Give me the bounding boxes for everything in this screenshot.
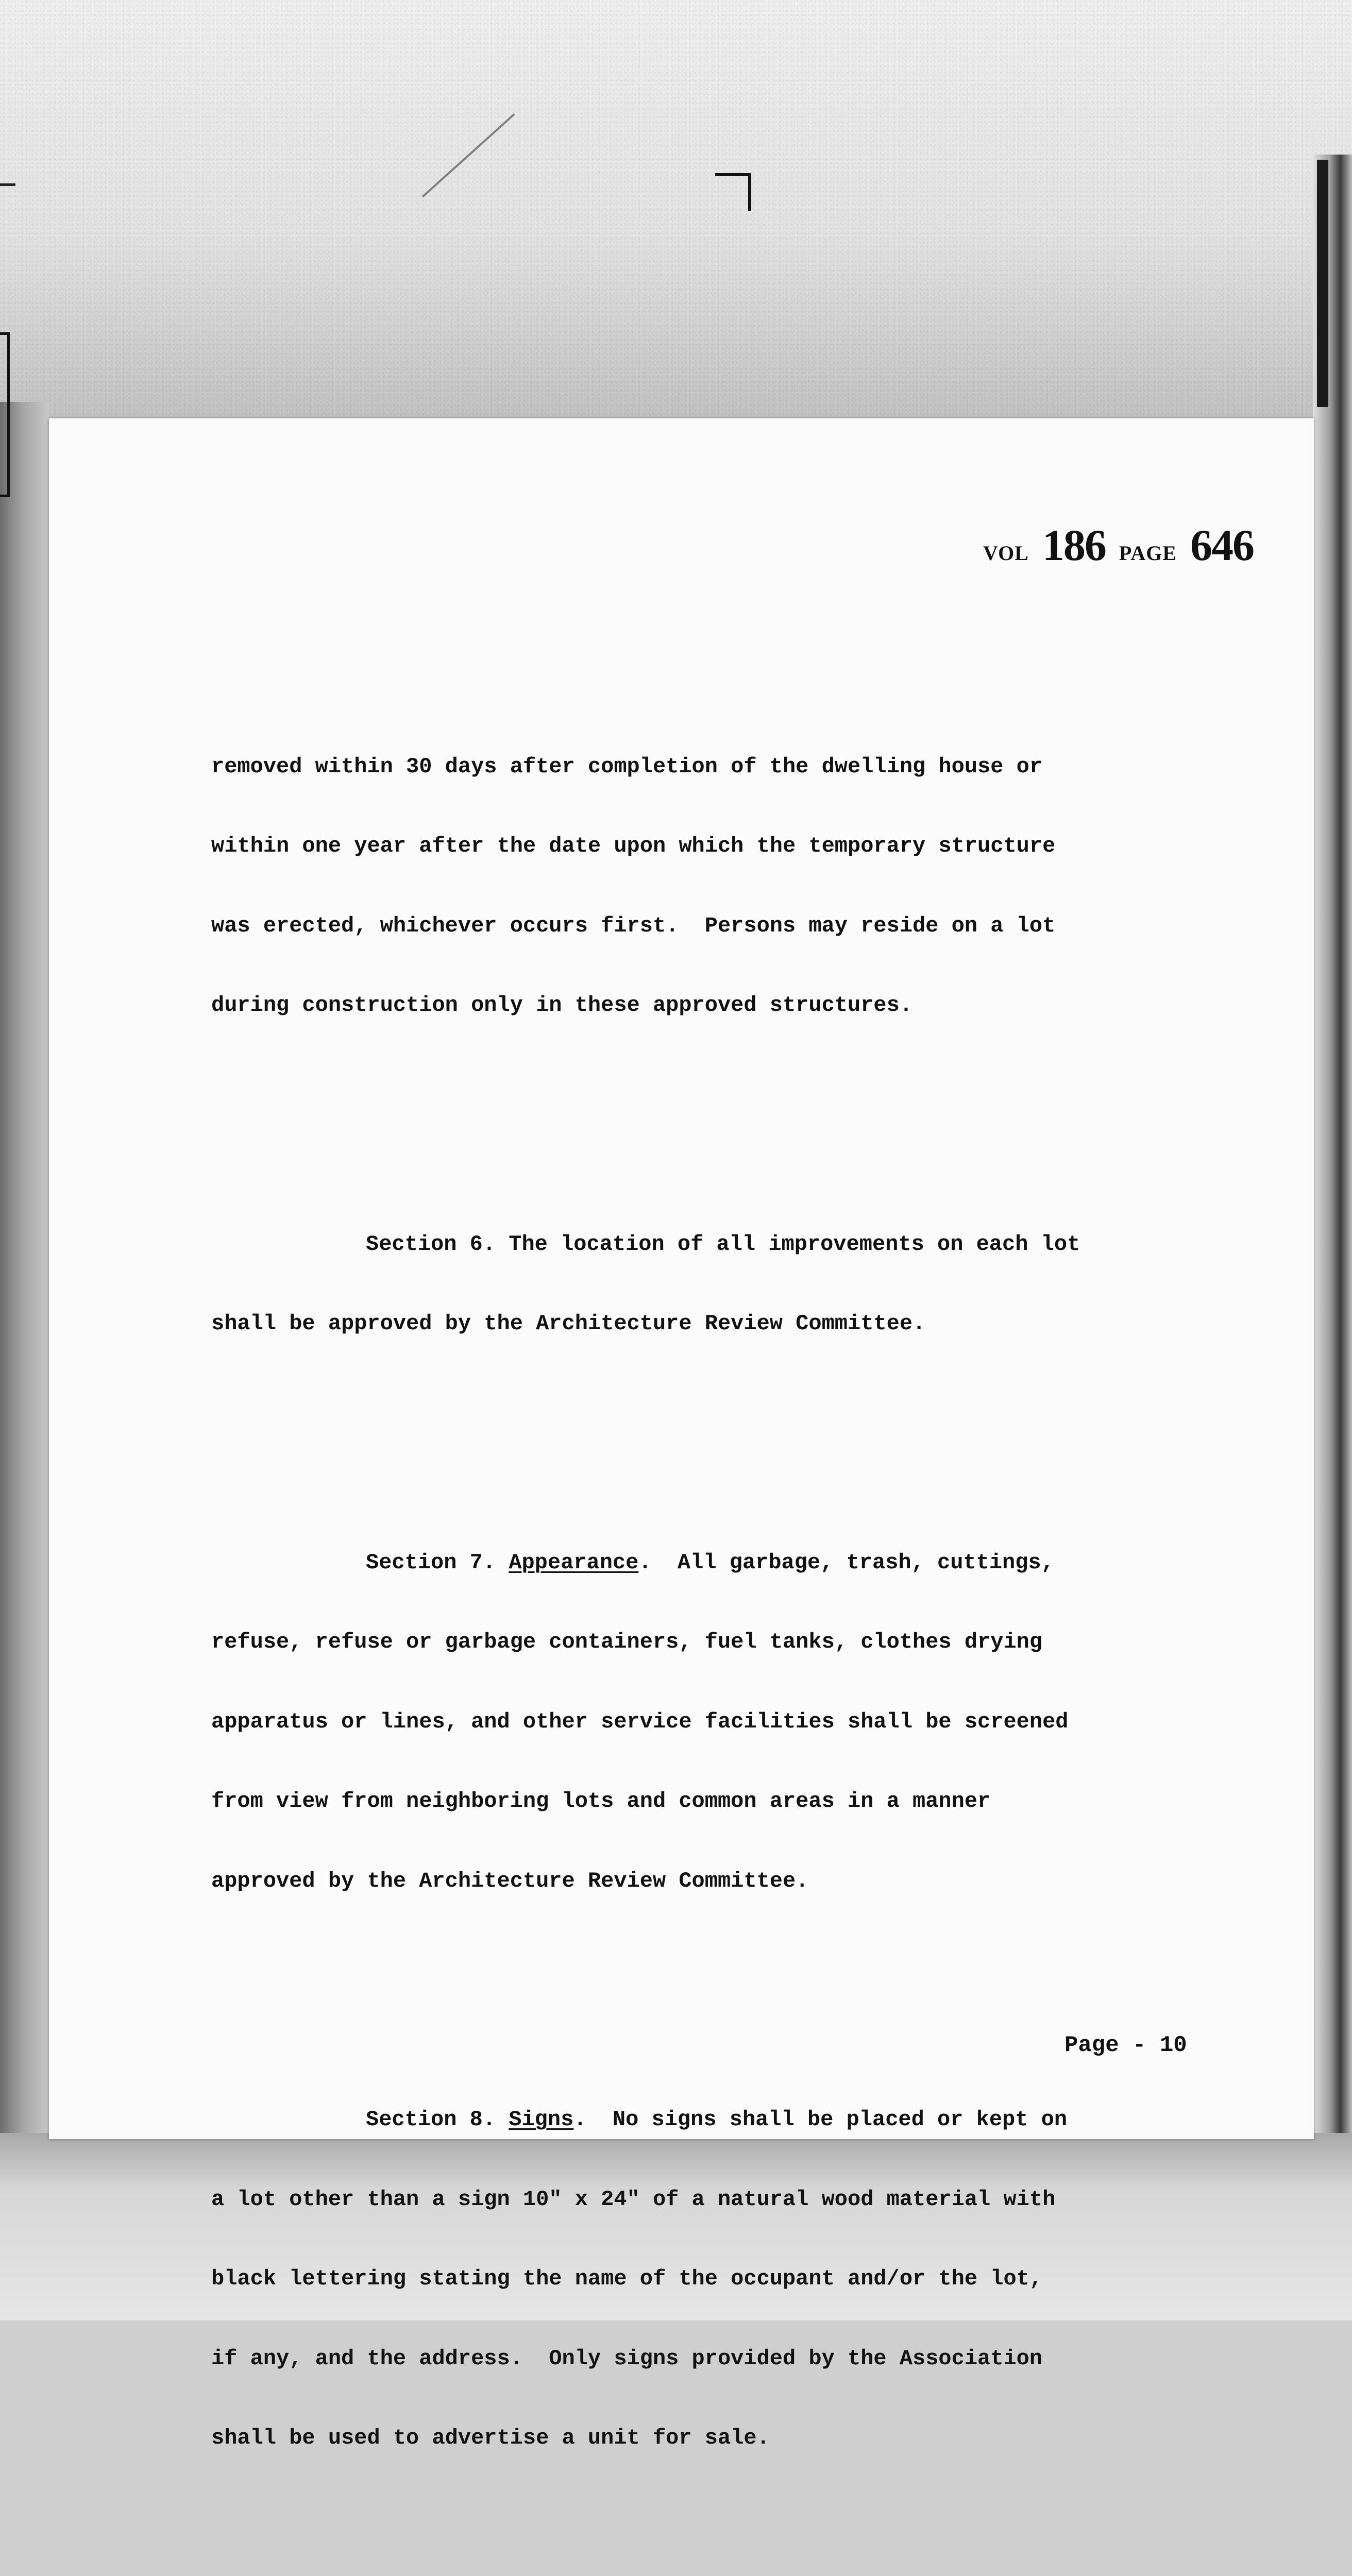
text-line: approved by the Architecture Review Committee. [211,1868,809,1893]
text-line: black lettering stating the name of the occupant and/or the lot, [211,2266,1043,2291]
text-line: if any, and the address. Only signs provided by the Association [211,2346,1043,2371]
section-heading: Section 8. [366,2107,496,2132]
text-line: apparatus or lines, and other service facilities shall be screened [211,1709,1069,1734]
section-text: . No signs shall be placed or kept on [573,2107,1068,2132]
continuation-paragraph [211,701,1314,1072]
section-title: Signs [509,2107,574,2132]
crop-mark [715,173,751,211]
text-line: a lot other than a sign 10" x 24" of a natural wood material with [211,2187,1056,2212]
text-line: removed within 30 days after completion of the dwelling house or [211,754,1043,779]
section-text: The location of all improvements on each lot [496,1231,1080,1257]
binding-bracket [0,332,10,497]
text-line: during construction only in these approved structures. [211,993,913,1018]
stamp-page-number: 646 [1190,520,1254,570]
section-title: Appearance [509,1550,639,1575]
section-first-line [211,1231,1314,1258]
section-7 [211,1497,1314,1948]
section-heading: Section 7. [366,1550,496,1575]
scan-right-edge [1313,155,1352,2320]
text-line: within one year after the date upon which the temporary structure [211,834,1056,858]
page-label: PAGE [1119,541,1177,565]
document-body [211,621,1314,2576]
scan-top-margin [0,0,1352,422]
vol-label: VOL [983,541,1029,565]
section-first-line [211,1550,1314,1577]
section-first-line [211,2107,1314,2133]
vol-number: 186 [1042,520,1106,570]
section-text: . All garbage, trash, cuttings, [638,1550,1054,1575]
volume-page-stamp [983,519,1254,571]
section-8 [211,2054,1314,2505]
binding-bar [1317,160,1328,407]
text-line: shall be used to advertise a unit for sale. [211,2426,770,2450]
text-line: shall be approved by the Architecture Review Committee. [211,1311,926,1336]
text-line: was erected, whichever occurs first. Persons may reside on a lot [211,913,1056,938]
scan-left-edge [0,402,49,2320]
registration-tick [0,183,15,186]
section-6 [211,1178,1314,1391]
section-heading: Section 6. [366,1231,496,1257]
page-footer-number: Page - 10 [1064,2032,1187,2058]
text-line: refuse, refuse or garbage containers, fuel tanks, clothes drying [211,1630,1043,1654]
text-line: from view from neighboring lots and common areas in a manner [211,1789,991,1814]
